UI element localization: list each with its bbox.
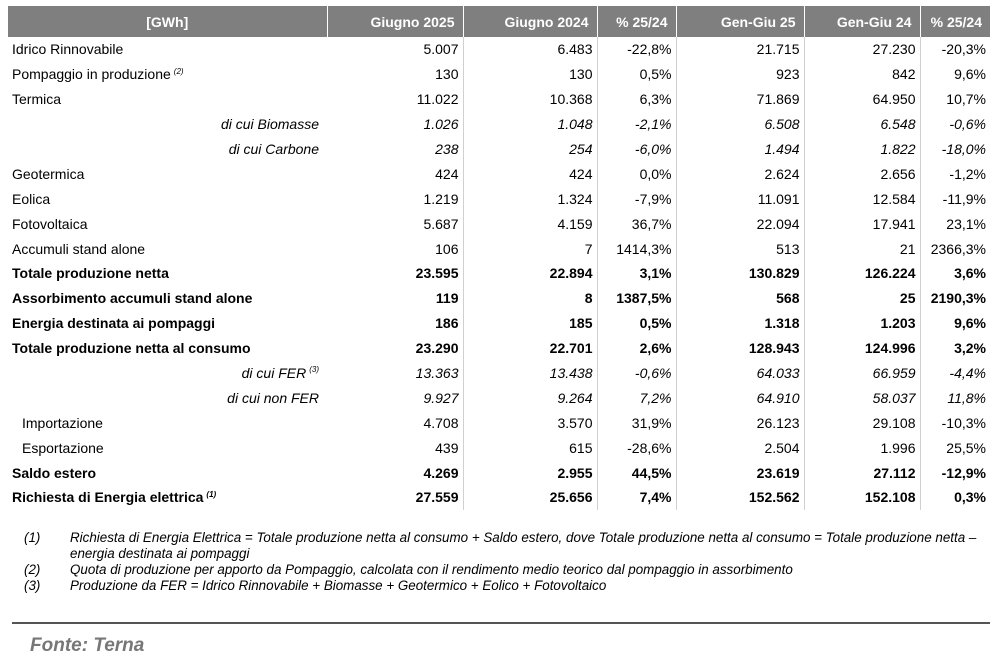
cell: 13.438 xyxy=(463,361,597,386)
cell: 12.584 xyxy=(804,186,920,211)
cell: 185 xyxy=(463,311,597,336)
cell: 64.910 xyxy=(676,385,804,410)
row-label: Eolica xyxy=(12,190,51,207)
cell: 25 xyxy=(804,286,920,311)
cell: 1.026 xyxy=(423,116,459,133)
cell: 1.318 xyxy=(676,311,804,336)
cell: -22,8% xyxy=(597,37,676,62)
cell: -2,1% xyxy=(597,112,676,137)
cell: 2,6% xyxy=(597,336,676,361)
cell: 22.094 xyxy=(676,211,804,236)
cell: 1.494 xyxy=(676,137,804,162)
cell: 254 xyxy=(463,137,597,162)
cell: 106 xyxy=(435,240,459,257)
table-header-row xyxy=(8,6,990,37)
cell: 2366,3% xyxy=(920,236,990,261)
table-row xyxy=(8,37,990,62)
cell: 0,5% xyxy=(597,311,676,336)
cell: 25.656 xyxy=(463,485,597,510)
table-row xyxy=(8,186,990,211)
row-label: Importazione xyxy=(22,414,103,431)
cell: 27.559 xyxy=(415,489,459,506)
header-june-2025: Giugno 2025 xyxy=(327,6,463,37)
cell: 3,1% xyxy=(597,261,676,286)
cell: 2.504 xyxy=(676,435,804,460)
footnote xyxy=(24,562,984,578)
row-label: Assorbimento accumuli stand alone xyxy=(12,290,253,307)
table-row xyxy=(8,211,990,236)
cell: 130 xyxy=(463,62,597,87)
cell: 1.219 xyxy=(423,190,459,207)
footnote-text: Quota di produzione per apporto da Pompaggio, calcolata con il rendimento medio teorico dal pompaggio in assorbimento xyxy=(70,562,793,577)
table-row xyxy=(8,485,990,510)
table-row xyxy=(8,435,990,460)
cell: 1.996 xyxy=(804,435,920,460)
cell: 71.869 xyxy=(676,87,804,112)
cell: 7,2% xyxy=(597,385,676,410)
row-label: Esportazione xyxy=(22,439,104,456)
row-label: Richiesta di Energia elettrica $^{(1)}$ xyxy=(12,489,217,506)
cell: 6.548 xyxy=(804,112,920,137)
cell: 11,8% xyxy=(920,385,990,410)
row-label: di cui Biomasse xyxy=(220,116,319,133)
cell: -20,3% xyxy=(920,37,990,62)
cell: -11,9% xyxy=(920,186,990,211)
row-label: Energia destinata ai pompaggi xyxy=(12,315,216,332)
cell: -0,6% xyxy=(920,112,990,137)
cell: 13.363 xyxy=(415,365,459,382)
cell: 126.224 xyxy=(804,261,920,286)
cell: 6.483 xyxy=(463,37,597,62)
cell: -4,4% xyxy=(920,361,990,386)
cell: 10.368 xyxy=(463,87,597,112)
table-row xyxy=(8,410,990,435)
cell: 23.290 xyxy=(415,340,459,357)
row-label: Idrico Rinnovabile xyxy=(12,41,124,58)
cell: 9,6% xyxy=(920,62,990,87)
cell: 27.230 xyxy=(804,37,920,62)
footnotes xyxy=(24,530,984,594)
table-row xyxy=(8,87,990,112)
cell: 44,5% xyxy=(597,460,676,485)
footnote-text: Produzione da FER = Idrico Rinnovabile + Biomasse + Geotermico + Eolico + Fotovoltaico xyxy=(70,578,607,593)
cell: 11.091 xyxy=(676,186,804,211)
header-unit: [GWh] xyxy=(8,6,327,37)
cell: 4.269 xyxy=(423,464,459,481)
row-label: Saldo estero xyxy=(12,464,97,481)
table-row xyxy=(8,460,990,485)
cell: 27.112 xyxy=(804,460,920,485)
cell: -18,0% xyxy=(920,137,990,162)
cell: 64.950 xyxy=(804,87,920,112)
cell: 119 xyxy=(435,290,459,307)
cell: 439 xyxy=(435,439,459,456)
cell: 130.829 xyxy=(676,261,804,286)
table-row xyxy=(8,261,990,286)
row-label: Termica xyxy=(12,91,62,108)
cell: 21 xyxy=(804,236,920,261)
table-row xyxy=(8,336,990,361)
cell: 3,2% xyxy=(920,336,990,361)
divider xyxy=(12,622,990,624)
cell: 11.022 xyxy=(416,91,459,108)
cell: 3,6% xyxy=(920,261,990,286)
cell: 568 xyxy=(676,286,804,311)
cell: 615 xyxy=(463,435,597,460)
table-row xyxy=(8,137,990,162)
table-row xyxy=(8,62,990,87)
footnote xyxy=(24,530,984,562)
cell: 10,7% xyxy=(920,87,990,112)
cell: 26.123 xyxy=(676,410,804,435)
cell: 152.562 xyxy=(676,485,804,510)
row-label: Totale produzione netta al consumo xyxy=(12,340,251,357)
cell: 9.927 xyxy=(423,389,459,406)
footnote xyxy=(24,578,984,594)
footnote-number: (2) xyxy=(24,562,41,577)
cell: 2190,3% xyxy=(920,286,990,311)
cell: 64.033 xyxy=(676,361,804,386)
cell: 128.943 xyxy=(676,336,804,361)
header-jan-jun-24: Gen-Giu 24 xyxy=(804,6,920,37)
row-label: Geotermica xyxy=(12,165,85,182)
table-row xyxy=(8,311,990,336)
cell: 2.955 xyxy=(463,460,597,485)
header-jan-jun-25: Gen-Giu 25 xyxy=(676,6,804,37)
footnote-text: Richiesta di Energia Elettrica = Totale produzione netta al consumo + Saldo estero, dove Totale produzione netta al consumo = Totale produzione netta – energia destinata ai pompaggi xyxy=(70,530,977,561)
cell: 923 xyxy=(676,62,804,87)
cell: -7,9% xyxy=(597,186,676,211)
table-row xyxy=(8,286,990,311)
cell: 23.619 xyxy=(676,460,804,485)
cell: 29.108 xyxy=(804,410,920,435)
table-row xyxy=(8,385,990,410)
cell: 0,5% xyxy=(597,62,676,87)
footnote-ref: (3) xyxy=(309,365,319,375)
cell: 130 xyxy=(435,66,459,83)
source-caption: Fonte: Terna xyxy=(30,635,145,656)
row-label: di cui FER $^{(3)}$ xyxy=(241,365,319,382)
cell: 31,9% xyxy=(597,410,676,435)
cell: 21.715 xyxy=(676,37,804,62)
cell: 4.708 xyxy=(423,414,459,431)
cell: 6.508 xyxy=(676,112,804,137)
table-row xyxy=(8,361,990,386)
cell: 4.159 xyxy=(463,211,597,236)
footnote-number: (1) xyxy=(24,530,41,545)
cell: 22.894 xyxy=(463,261,597,286)
cell: 1414,3% xyxy=(597,236,676,261)
cell: 23.595 xyxy=(415,265,459,282)
cell: 7,4% xyxy=(597,485,676,510)
cell: 513 xyxy=(676,236,804,261)
row-label: Pompaggio in produzione $^{(2)}$ xyxy=(12,66,184,83)
row-label: di cui non FER xyxy=(227,389,319,406)
cell: 58.037 xyxy=(804,385,920,410)
cell: -6,0% xyxy=(597,137,676,162)
cell: 5.007 xyxy=(423,41,459,58)
table-row xyxy=(8,112,990,137)
cell: -1,2% xyxy=(920,161,990,186)
row-label: Fotovoltaica xyxy=(12,215,88,232)
cell: 7 xyxy=(463,236,597,261)
footnote-ref: (2) xyxy=(173,66,184,76)
cell: 1.048 xyxy=(463,112,597,137)
cell: -12,9% xyxy=(920,460,990,485)
cell: 152.108 xyxy=(804,485,920,510)
cell: 1.822 xyxy=(804,137,920,162)
cell: 25,5% xyxy=(920,435,990,460)
cell: -10,3% xyxy=(920,410,990,435)
cell: 1.203 xyxy=(804,311,920,336)
cell: 424 xyxy=(463,161,597,186)
cell: 2.656 xyxy=(804,161,920,186)
cell: 6,3% xyxy=(597,87,676,112)
row-label: Accumuli stand alone xyxy=(12,240,146,257)
table-row xyxy=(8,236,990,261)
header-ytd-change: % 25/24 xyxy=(920,6,990,37)
cell: 1.324 xyxy=(463,186,597,211)
row-label: Totale produzione netta xyxy=(12,265,169,282)
energy-balance-table xyxy=(8,6,990,510)
footnote-number: (3) xyxy=(24,578,41,593)
cell: 8 xyxy=(463,286,597,311)
cell: 842 xyxy=(804,62,920,87)
cell: -28,6% xyxy=(597,435,676,460)
cell: 23,1% xyxy=(920,211,990,236)
cell: 9,6% xyxy=(920,311,990,336)
cell: 238 xyxy=(435,141,459,157)
cell: 1387,5% xyxy=(597,286,676,311)
cell: 0,3% xyxy=(920,485,990,510)
header-june-change: % 25/24 xyxy=(597,6,676,37)
header-june-2024: Giugno 2024 xyxy=(463,6,597,37)
cell: 5.687 xyxy=(423,215,459,232)
cell: 36,7% xyxy=(597,211,676,236)
row-label: di cui Carbone xyxy=(228,141,319,157)
footnote-ref: (1) xyxy=(206,489,217,499)
cell: 186 xyxy=(435,315,459,332)
cell: 22.701 xyxy=(463,336,597,361)
table-row xyxy=(8,161,990,186)
cell: 124.996 xyxy=(804,336,920,361)
cell: 424 xyxy=(435,165,459,182)
cell: 2.624 xyxy=(676,161,804,186)
cell: 66.959 xyxy=(804,361,920,386)
cell: 0,0% xyxy=(597,161,676,186)
cell: 9.264 xyxy=(463,385,597,410)
cell: -0,6% xyxy=(597,361,676,386)
cell: 17.941 xyxy=(804,211,920,236)
cell: 3.570 xyxy=(463,410,597,435)
